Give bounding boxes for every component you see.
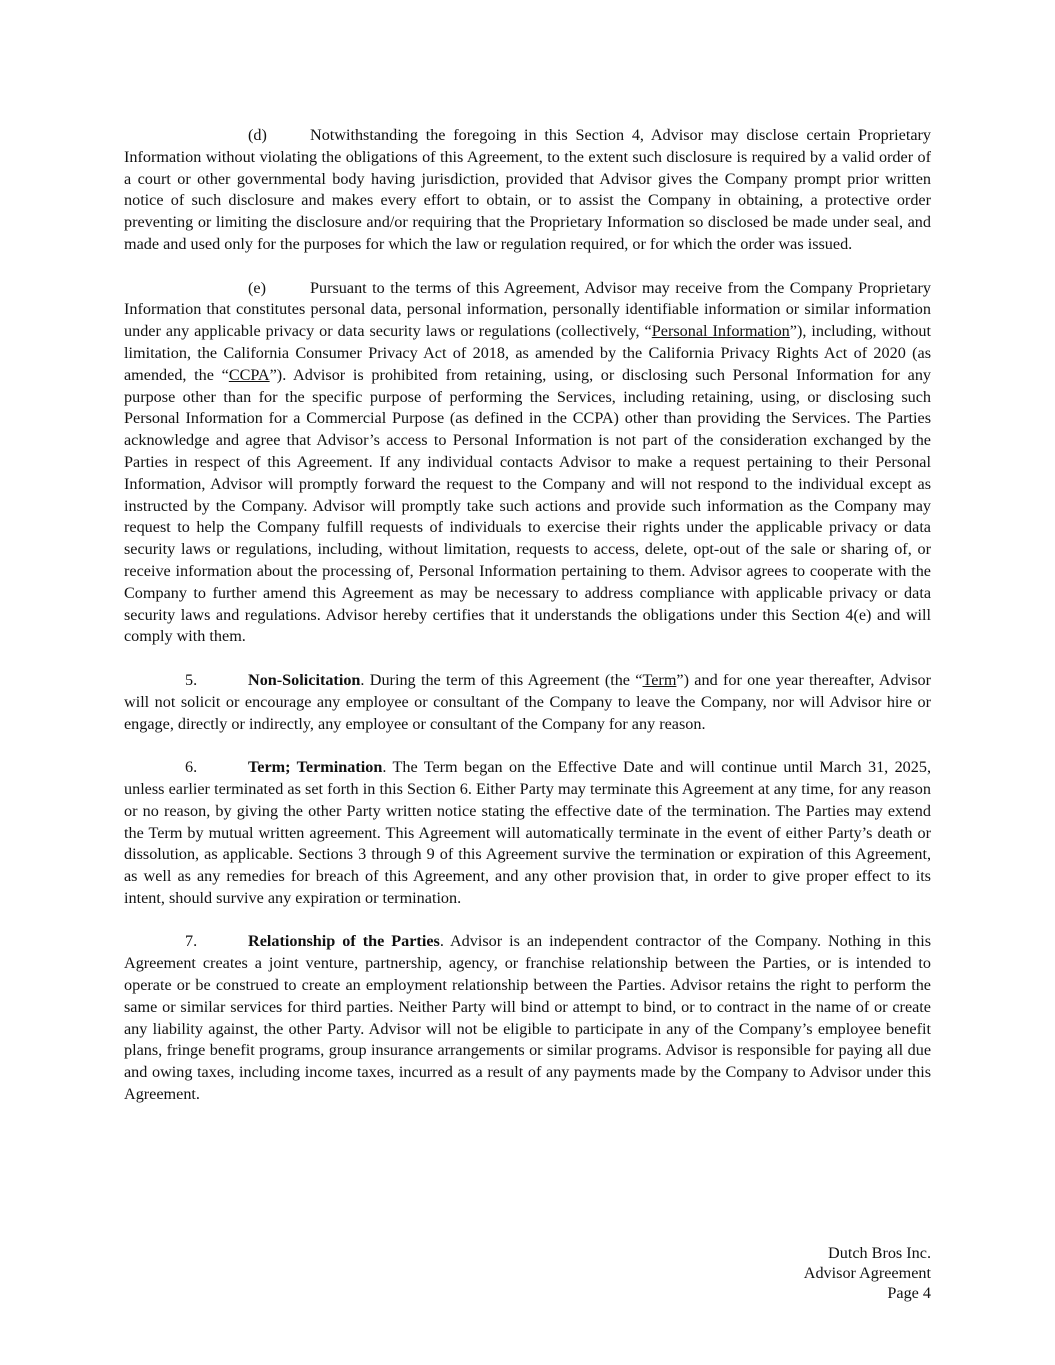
section-7 [124, 931, 931, 1105]
section-7-number: 7. [185, 932, 198, 951]
section-6-number: 6. [185, 758, 198, 777]
paragraph-4d [124, 125, 931, 256]
section-6 [124, 757, 931, 910]
clause-marker-d: (d) [248, 126, 267, 144]
clause-text-e-part2: ”), including, without limitation, the California Consumer Privacy Act of 2018, as amended by the California Privacy Rights Act of 2020 (as amended, the “ [124, 322, 931, 384]
section-7-text: . Advisor is an independent contractor of the Company. Nothing in this Agreement creates a joint venture, partnership, agency, or franchise relationship between the Parties, or is intended to operate or be construed to create an employment relationship between the Parties. Advisor retains the right to perform the same or similar services for third parties. Neither Party will bind or attempt to bind, or to contract in the name of or create any liability against, the other Party. Advisor will not be eligible to participate in any of the Company’s employee benefit plans, fringe benefit programs, group insurance arrangements or similar programs. Advisor is responsible for paying all due and owing taxes, including income taxes, incurred as a result of any payments made by the Company to Advisor under this Agreement. [124, 932, 931, 1104]
section-6-heading: Term; Termination [248, 758, 383, 777]
section-5-number: 5. [185, 670, 198, 689]
document-body [124, 125, 931, 1128]
footer-document-title: Advisor Agreement [803, 1264, 931, 1282]
page-footer [804, 1243, 931, 1303]
paragraph-4e [124, 278, 931, 649]
defined-term-personal-information: Personal Information [651, 322, 790, 341]
section-5-heading: Non-Solicitation [248, 670, 361, 689]
clause-text-e-part1: Pursuant to the terms of this Agreement, Advisor may receive from the Company Proprietary Information that constitutes personal data, personal information, personally identifiable information or similar information under any applicable privacy or data security laws or regulations (collectively, “ [124, 278, 931, 341]
section-5-text-part2: ”) and for one year thereafter, Advisor will not solicit or encourage any employee or consultant of the Company to leave the Company, nor will Advisor hire or engage, directly or indirectly, any employee or consultant of the Company for any reason. [124, 670, 931, 733]
footer-page-number: Page 4 [887, 1284, 931, 1302]
clause-text-e-part3: ”). Advisor is prohibited from retaining, using, or disclosing such Personal Information for any purpose other than for the specific purpose of performing the Services, including retaining, using, or disclosing such Personal Information for a Commercial Purpose (as defined in the CCPA) other than providing the Services. The Parties acknowledge and agree that Advisor’s access to Personal Information is not part of the consideration exchanged by the Parties in respect of this Agreement. If any individual contacts Advisor to make a request pertaining to their Personal Information, Advisor will promptly forward the request to the Company and will not respond to the individual except as instructed by the Company. Advisor will promptly take such actions and provide such information as the Company may request to help the Company fulfill requests of individuals to exercise their rights under the applicable privacy or data security laws or regulations, including, without limitation, requests to access, delete, opt-out of the sale or sharing of, or receive information about the processing of, Personal Information pertaining to them. Advisor agrees to cooperate with the Company to further amend this Agreement as may be necessary to address compliance with applicable privacy or data security laws and regulations. Advisor hereby certifies that it understands the obligations under this Section 4(e) and will comply with them. [124, 365, 932, 646]
defined-term-term: Term [642, 670, 677, 689]
section-5-text-part1: . During the term of this Agreement (the “ [360, 670, 643, 689]
section-7-heading: Relationship of the Parties [248, 932, 440, 951]
clause-marker-e: (e) [248, 278, 266, 297]
footer-company: Dutch Bros Inc. [828, 1244, 931, 1262]
clause-text-d: Notwithstanding the foregoing in this Section 4, Advisor may disclose certain Proprietary Information without violating the obligations of this Agreement, to the extent such disclosure is required by a valid order of a court or other governmental body having jurisdiction, provided that Advisor gives the Company prompt prior written notice of such disclosure and makes every effort to obtain, or to assist the Company in obtaining, a protective order preventing or limiting the disclosure and/or requiring that the Proprietary Information so disclosed be made under seal, and made and used only for the purposes for which the law or regulation required, or for which the order was issued. [124, 126, 931, 253]
section-6-text: . The Term began on the Effective Date and will continue until March 31, 2025, unless earlier terminated as set forth in this Section 6. Either Party may terminate this Agreement at any time, for any reason or no reason, by giving the other Party written notice stating the effective date of the termination. The Parties may extend the Term by mutual written agreement. This Agreement will automatically terminate in the event of either Party’s death or dissolution, as applicable. Sections 3 through 9 of this Agreement survive the termination or expiration of this Agreement, as well as any remedies for breach of this Agreement, and any other provision that, in order to give proper effect to its intent, should survive any expiration or termination. [124, 758, 931, 907]
defined-term-ccpa: CCPA [228, 365, 270, 384]
section-5 [124, 670, 931, 735]
